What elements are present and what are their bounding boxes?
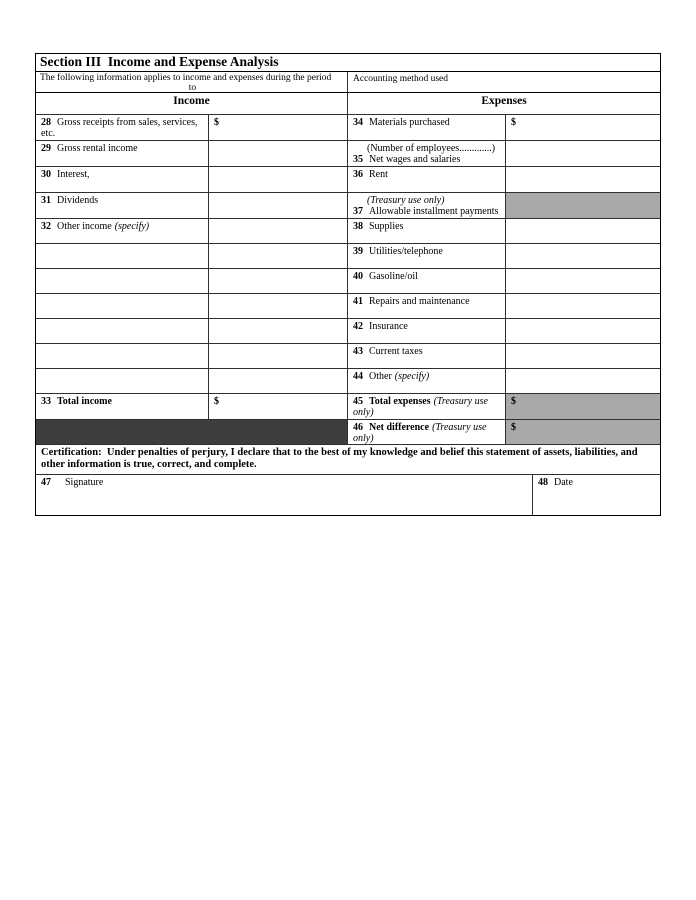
line-number: 28 [41, 117, 51, 128]
income-29-label [36, 141, 209, 167]
line-number: 38 [353, 221, 363, 232]
date-label: Date [554, 477, 573, 488]
line-number: 35 [353, 154, 363, 165]
expense-46-net-label [348, 420, 506, 445]
line-number: 34 [353, 117, 363, 128]
expense-37-label [348, 193, 506, 219]
income-31-amount-field[interactable] [209, 193, 348, 219]
treasury-use-note: (Treasury use only) [353, 422, 487, 444]
date-field[interactable] [533, 475, 660, 515]
treasury-use-note: (Treasury use only) [353, 396, 488, 418]
line-label: Other income [57, 221, 112, 232]
table-row [36, 167, 660, 193]
expense-38-amount-field[interactable] [506, 219, 660, 244]
line-label: Net wages and salaries [369, 154, 461, 165]
line-label: Insurance [369, 321, 408, 332]
line-label: Current taxes [369, 346, 423, 357]
line-number: 32 [41, 221, 51, 232]
income-32-amount-field[interactable] [209, 219, 348, 244]
treasury-use-note: (Treasury use only) [367, 195, 445, 206]
line-number: 33 [41, 396, 51, 407]
table-row [36, 141, 660, 167]
expense-46-net-amount-field-shaded [506, 420, 660, 445]
income-28-amount-field[interactable] [209, 115, 348, 141]
expense-43-label [348, 344, 506, 369]
expense-43-amount-field[interactable] [506, 344, 660, 369]
line-number: 42 [353, 321, 363, 332]
dollar-sign: $ [511, 117, 516, 128]
income-31-label [36, 193, 209, 219]
income-blank-row-3-amount-field[interactable] [209, 294, 348, 319]
line-number: 46 [353, 422, 363, 433]
table-row [36, 369, 660, 394]
dollar-sign: $ [511, 422, 516, 433]
expense-42-label [348, 319, 506, 344]
income-column-header: Income [36, 93, 348, 115]
column-headers [36, 93, 660, 115]
dollar-sign: $ [214, 396, 219, 407]
dollar-sign: $ [214, 117, 219, 128]
signature-row [36, 475, 660, 515]
table-row [36, 394, 660, 420]
line-number: 45 [353, 396, 363, 407]
income-29-amount-field[interactable] [209, 141, 348, 167]
line-number: 36 [353, 169, 363, 180]
expense-44-label [348, 369, 506, 394]
line-label: Total expenses [369, 396, 431, 407]
line-number: 47 [41, 477, 51, 488]
expense-39-amount-field[interactable] [506, 244, 660, 269]
expense-45-total-label [348, 394, 506, 420]
expense-40-amount-field[interactable] [506, 269, 660, 294]
line-label: Interest, [57, 169, 90, 180]
table-row [36, 219, 660, 244]
line-number: 40 [353, 271, 363, 282]
expense-37-amount-field-shaded [506, 193, 660, 219]
line-number: 31 [41, 195, 51, 206]
expense-34-amount-field[interactable] [506, 115, 660, 141]
income-28-label [36, 115, 209, 141]
signature-label: Signature [65, 477, 104, 488]
section-title: Section III Income and Expense Analysis [36, 54, 660, 72]
line-number: 44 [353, 371, 363, 382]
specify-note: (specify) [394, 371, 430, 382]
expense-35-label [348, 141, 506, 167]
line-label: Other [369, 371, 392, 382]
income-33-total-amount-field[interactable] [209, 394, 348, 420]
income-blank-row-4-amount-field[interactable] [209, 319, 348, 344]
employees-count-note: (Number of employees.............) [367, 143, 496, 154]
income-blank-row-1-amount-field[interactable] [209, 244, 348, 269]
certification-statement: Certification: Under penalties of perjury, I declare that to the best of my knowledge and belief this statement of assets, liabilities, and other information is true, correct, and complete. [36, 445, 660, 475]
line-number: 37 [353, 206, 363, 217]
income-blank-row-6-label-field[interactable] [36, 369, 209, 394]
line-number: 30 [41, 169, 51, 180]
signature-field[interactable] [36, 475, 533, 515]
income-blank-row-6-amount-field[interactable] [209, 369, 348, 394]
income-blank-row-2-amount-field[interactable] [209, 269, 348, 294]
line-label: Dividends [57, 195, 99, 206]
line-number: 41 [353, 296, 363, 307]
line-label: Materials purchased [369, 117, 450, 128]
expense-39-label [348, 244, 506, 269]
expense-41-label [348, 294, 506, 319]
income-blank-row-5-amount-field[interactable] [209, 344, 348, 369]
dollar-sign: $ [511, 396, 516, 407]
line-label: Gross receipts from sales, services, etc. [41, 117, 198, 139]
income-blank-row-3-label-field[interactable] [36, 294, 209, 319]
table-row [36, 244, 660, 269]
line-number: 48 [538, 477, 548, 488]
line-number: 39 [353, 246, 363, 257]
expense-35-amount-field[interactable] [506, 141, 660, 167]
accounting-method-cell[interactable]: Accounting method used [348, 72, 660, 93]
line-label: Repairs and maintenance [369, 296, 470, 307]
expense-42-amount-field[interactable] [506, 319, 660, 344]
line-label: Supplies [369, 221, 404, 232]
table-row [36, 420, 660, 445]
line-label: Rent [369, 169, 388, 180]
period-statement: The following information applies to income and expenses during the period [40, 73, 332, 83]
expense-44-amount-field[interactable] [506, 369, 660, 394]
expense-41-amount-field[interactable] [506, 294, 660, 319]
line-label: Utilities/telephone [369, 246, 443, 257]
income-32-label [36, 219, 209, 244]
income-blank-row-4-label-field[interactable] [36, 319, 209, 344]
income-30-label [36, 167, 209, 193]
expense-38-label [348, 219, 506, 244]
period-cell[interactable] [36, 72, 348, 93]
blocked-out-area [36, 420, 348, 445]
line-number: 43 [353, 346, 363, 357]
line-label: Total income [57, 396, 112, 407]
income-blank-row-1-label-field[interactable] [36, 244, 209, 269]
line-number: 29 [41, 143, 51, 154]
line-label: Gross rental income [57, 143, 138, 154]
table-row [36, 193, 660, 219]
table-row [36, 319, 660, 344]
income-30-amount-field[interactable] [209, 167, 348, 193]
expense-45-total-amount-field-shaded [506, 394, 660, 420]
table-row [36, 115, 660, 141]
line-label: Allowable installment payments [369, 206, 499, 217]
table-row [36, 344, 660, 369]
expense-36-label [348, 167, 506, 193]
expenses-column-header: Expenses [348, 93, 660, 115]
expense-36-amount-field[interactable] [506, 167, 660, 193]
table-row [36, 294, 660, 319]
table-row [36, 269, 660, 294]
expense-34-label [348, 115, 506, 141]
period-to-label: to [188, 83, 197, 93]
expense-40-label [348, 269, 506, 294]
income-33-total-label [36, 394, 209, 420]
income-blank-row-2-label-field[interactable] [36, 269, 209, 294]
income-expense-form [35, 53, 661, 516]
form-header-row [36, 72, 660, 93]
income-blank-row-5-label-field[interactable] [36, 344, 209, 369]
line-label: Gasoline/oil [369, 271, 418, 282]
line-label: Net difference [369, 422, 430, 433]
specify-note: (specify) [114, 221, 150, 232]
